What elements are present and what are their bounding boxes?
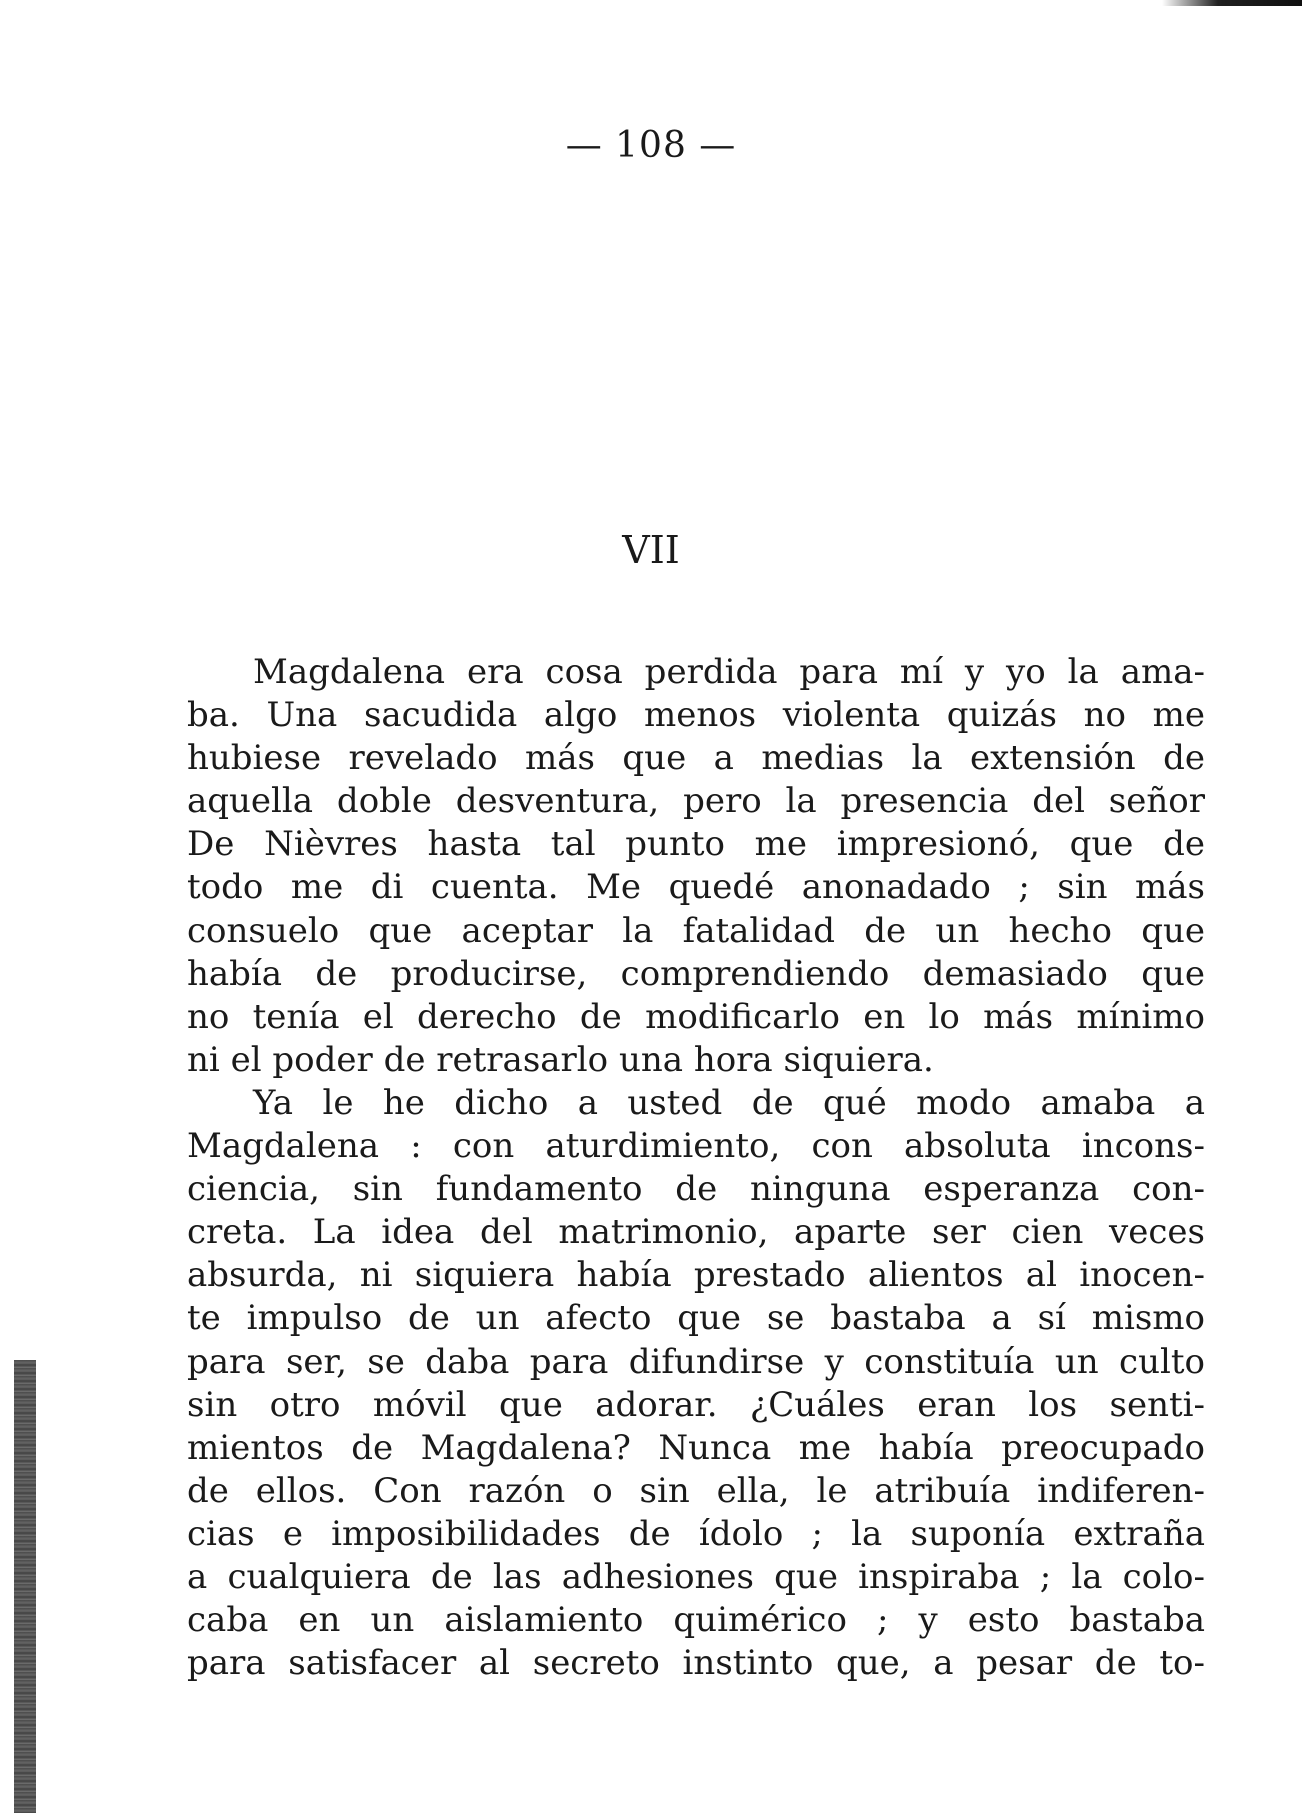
text-line: aquella doble desventura, pero la presencia del señor: [187, 781, 1205, 822]
text-line: cias e imposibilidades de ídolo ; la suponía extraña: [187, 1513, 1205, 1554]
text-line: Magdalena : con aturdimiento, con absoluta incons-: [187, 1126, 1205, 1167]
text-line: hubiese revelado más que a medias la extensión de: [187, 738, 1205, 779]
text-line: creta. La idea del matrimonio, aparte ser cien veces: [187, 1212, 1205, 1253]
text-line: te impulso de un afecto que se bastaba a sí mismo: [187, 1298, 1205, 1339]
text-line: absurda, ni siquiera había prestado alientos al inocen-: [187, 1255, 1205, 1296]
binding-shadow: [14, 1360, 36, 1813]
body-text: [187, 651, 1205, 1685]
chapter-heading: VII: [622, 528, 680, 572]
text-line: no tenía el derecho de modificarlo en lo más mínimo: [187, 996, 1205, 1037]
text-line: sin otro móvil que adorar. ¿Cuáles eran los senti-: [187, 1384, 1205, 1425]
text-line: caba en un aislamiento quimérico ; y esto bastaba: [187, 1600, 1205, 1641]
text-line: para satisfacer al secreto instinto que, a pesar de to-: [187, 1643, 1205, 1684]
text-line: había de producirse, comprendiendo demasiado que: [187, 953, 1205, 994]
text-line: ba. Una sacudida algo menos violenta quizás no me: [187, 695, 1205, 736]
text-line: a cualquiera de las adhesiones que inspiraba ; la colo-: [187, 1556, 1205, 1597]
text-line: ciencia, sin fundamento de ninguna esperanza con-: [187, 1169, 1205, 1210]
text-line: todo me di cuenta. Me quedé anonadado ; sin más: [187, 867, 1205, 908]
text-line: mientos de Magdalena? Nunca me había preocupado: [187, 1427, 1205, 1468]
text-line: Ya le he dicho a usted de qué modo amaba a: [253, 1082, 1205, 1123]
page-number: — 108 —: [565, 125, 737, 166]
text-line: De Nièvres hasta tal punto me impresionó, que de: [187, 824, 1205, 865]
text-line: para ser, se daba para difundirse y constituía un culto: [187, 1341, 1205, 1382]
text-line: consuelo que aceptar la fatalidad de un hecho que: [187, 910, 1205, 951]
scan-corner-mark: [1162, 0, 1302, 6]
text-line: Magdalena era cosa perdida para mí y yo la ama-: [253, 652, 1205, 692]
text-line: de ellos. Con razón o sin ella, le atribuía indiferen-: [187, 1470, 1205, 1511]
text-line: ni el poder de retrasarlo una hora siquiera.: [187, 1039, 934, 1080]
